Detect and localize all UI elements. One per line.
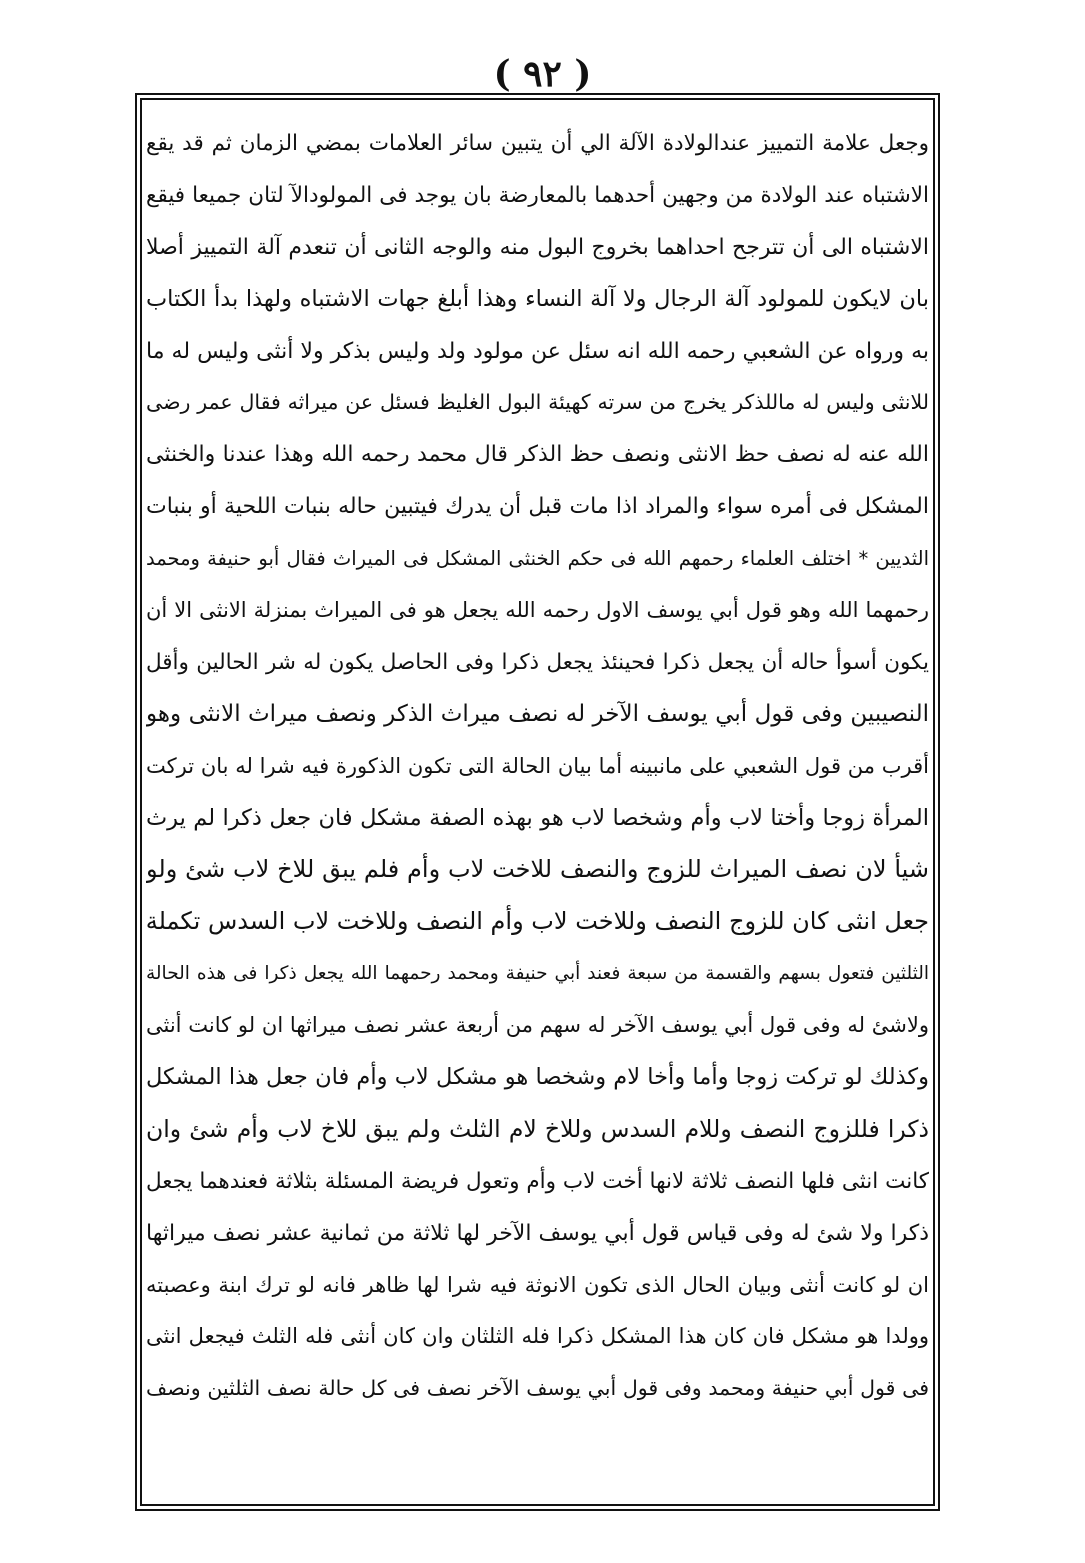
- text-line: ذكرا ولا شئ له وفى قياس قول أبي يوسف الآخر لها ثلاثة من ثمانية عشر نصف ميراثها: [146, 1220, 929, 1246]
- text-line: المرأة زوجا وأختا لاب وأم وشخصا لاب هو بهذه الصفة مشكل فان جعل ذكرا لم يرث: [146, 804, 929, 831]
- text-line: النصيبين وفى قول أبي يوسف الآخر له نصف ميراث الذكر ونصف ميراث الانثى وهو: [146, 700, 929, 727]
- text-line: شيأ لان نصف الميراث للزوج والنصف للاخت لاب وأم فلم يبق للاخ لاب شئ ولو: [146, 855, 929, 884]
- page-number: ( ٩٢ ): [493, 53, 592, 95]
- text-line: جعل انثى كان للزوج النصف وللاخت لاب وأم النصف وللاخت لاب السدس تكملة: [146, 907, 929, 936]
- text-line: المشكل فى أمره سواء والمراد اذا مات قبل أن يدرك فيتبين حاله بنبات اللحية أو بنبات: [146, 494, 929, 520]
- text-line: يكون أسوأ حاله أن يجعل ذكرا فحينئذ يجعل ذكرا وفى الحاصل يكون له شر الحالين وأقل: [146, 649, 929, 675]
- text-line: وجعل علامة التمييز عندالولادة الآلة الي أن يتبين سائر العلامات بمضي الزمان ثم قد يقع: [146, 131, 929, 156]
- text-line: رحمهما الله وهو قول أبي يوسف الاول رحمه الله يجعل هو فى الميراث بمنزلة الانثى الا أن: [146, 598, 929, 623]
- text-line: أقرب من قول الشعبي على مانبينه أما بيان الحالة التى تكون الذكورة فيه شرا له بان تركت: [146, 753, 929, 778]
- text-line: بان لايكون للمولود آلة الرجال ولا آلة النساء وهذا أبلغ جهات الاشتباه ولهذا بدأ الكتاب: [146, 285, 929, 312]
- text-line: وولدا هو مشكل فان كان هذا المشكل ذكرا فله الثلثان وان كان أنثى فله الثلث فيجعل انثى: [146, 1324, 929, 1349]
- text-line: ان لو كانت أنثى وبيان الحال الذى تكون الانوثة فيه شرا لها ظاهر فانه لو ترك ابنة وعصبته: [146, 1272, 929, 1297]
- text-line: الثديين * اختلف العلماء رحمهم الله فى حكم الخنثى المشكل فى الميراث فقال أبو حنيفة ومحمد: [146, 547, 929, 571]
- text-line: به ورواه عن الشعبي رحمه الله انه سئل عن مولود ولد وليس بذكر ولا أنثى وليس له ما: [146, 338, 929, 364]
- body-text: [146, 118, 929, 1498]
- text-line: الله عنه له نصف حظ الانثى ونصف حظ الذكر قال محمد رحمه الله وهذا عندنا والخنثى: [146, 442, 929, 468]
- text-line: ولاشئ له وفى قول أبي يوسف الآخر له سهم من أربعة عشر نصف ميراثها ان لو كانت أنثى: [146, 1013, 929, 1038]
- text-line: الثلثين فتعول بسهم والقسمة من سبعة فعند أبي حنيفة ومحمد رحمهما الله يجعل ذكرا فى هذه الحالة: [146, 963, 929, 985]
- text-line: وكذلك لو تركت زوجا وأما وأخا لام وشخصا هو مشكل لاب وأم فان جعل هذا المشكل: [146, 1064, 929, 1091]
- text-line: فى قول أبي حنيفة ومحمد وفى قول أبي يوسف الآخر نصف فى كل حالة نصف الثلثين ونصف: [146, 1376, 929, 1401]
- text-line: الاشتباه الى أن تترجح احداهما بخروج البول منه والوجه الثانى أن تنعدم آلة التمييز أصلا: [146, 234, 929, 260]
- text-line: كانت انثى فلها النصف ثلاثة لانها أخت لاب وأم وتعول فريضة المسئلة بثلاثة فعندهما يجعل: [146, 1168, 929, 1194]
- text-line: ذكرا فللزوج النصف وللام السدس وللاخ لام الثلث ولم يبق للاخ لاب وأم شئ وان: [146, 1114, 929, 1143]
- text-line: الاشتباه عند الولادة من وجهين أحدهما بالمعارضة بان يوجد فى المولودالآ لتان جميعا فيقع: [146, 182, 929, 208]
- text-line: للانثى وليس له ماللذكر يخرج من سرته كهيئة البول الغليظ فسئل عن ميراثه فقال عمر رضى: [146, 390, 929, 415]
